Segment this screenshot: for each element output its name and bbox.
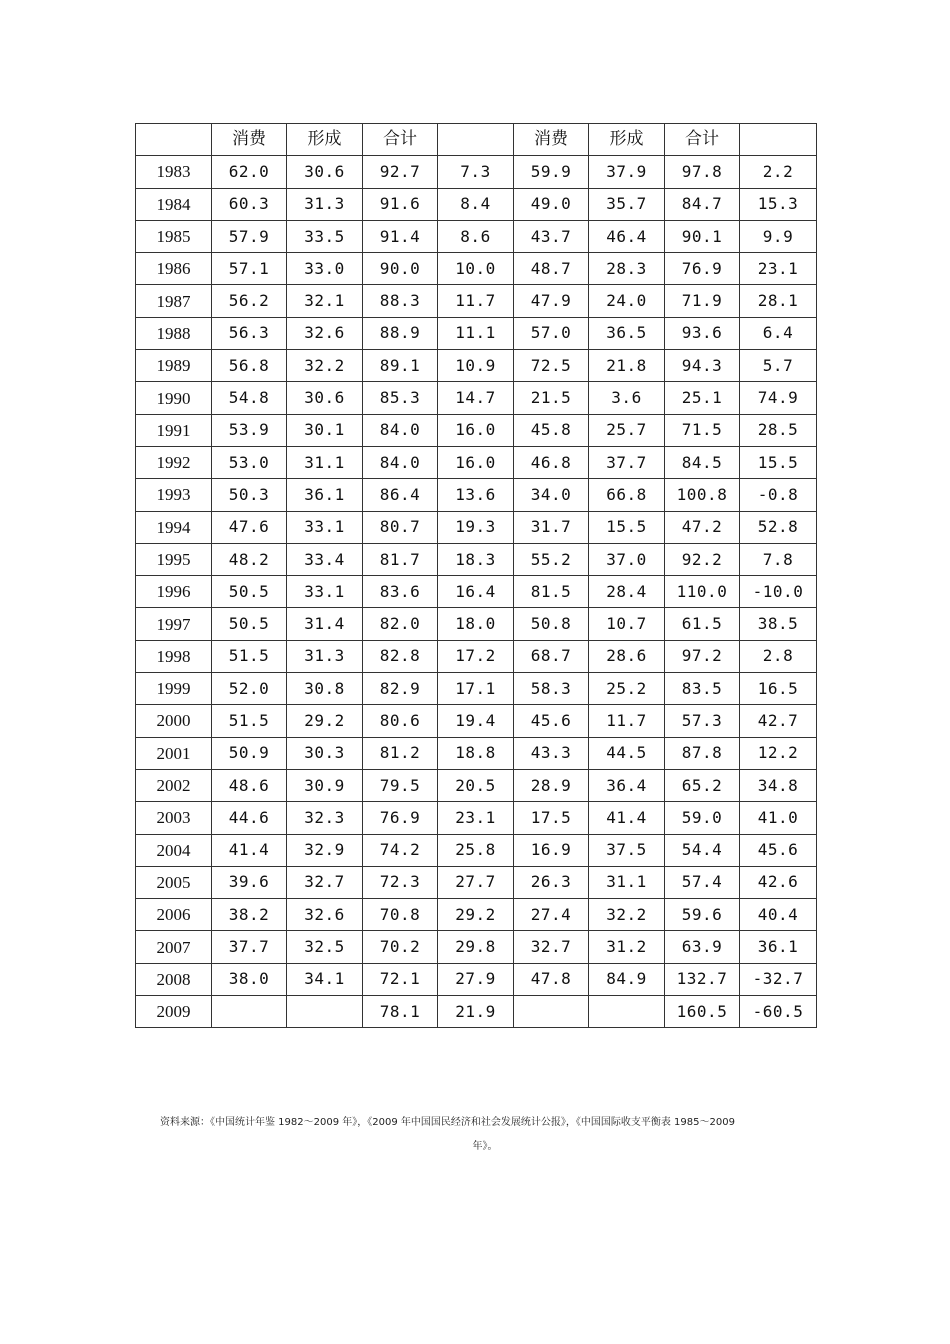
table-body	[136, 124, 817, 1028]
table-row	[136, 188, 817, 220]
value-cell: -60.5	[740, 996, 817, 1028]
value-cell: 42.6	[740, 866, 817, 898]
table-row	[136, 253, 817, 285]
value-cell: 87.8	[665, 737, 740, 769]
value-cell: 110.0	[665, 576, 740, 608]
value-cell: 2.2	[740, 156, 817, 188]
value-cell: 92.2	[665, 543, 740, 575]
value-cell: 62.0	[212, 156, 287, 188]
value-cell: 18.8	[438, 737, 514, 769]
year-cell: 1988	[136, 317, 212, 349]
value-cell: 60.3	[212, 188, 287, 220]
value-cell: 29.2	[287, 705, 363, 737]
value-cell: 31.1	[589, 866, 665, 898]
value-cell: 100.8	[665, 479, 740, 511]
value-cell: 45.6	[514, 705, 589, 737]
year-cell: 1989	[136, 350, 212, 382]
value-cell: 11.1	[438, 317, 514, 349]
value-cell: 32.6	[287, 899, 363, 931]
value-cell: 18.3	[438, 543, 514, 575]
header-cell: 合计	[665, 124, 740, 156]
value-cell: 37.7	[212, 931, 287, 963]
value-cell: 76.9	[665, 253, 740, 285]
value-cell: 33.1	[287, 511, 363, 543]
year-cell: 1987	[136, 285, 212, 317]
value-cell: 36.1	[740, 931, 817, 963]
value-cell: 11.7	[438, 285, 514, 317]
value-cell: 5.7	[740, 350, 817, 382]
year-cell: 1995	[136, 543, 212, 575]
value-cell: 47.8	[514, 963, 589, 995]
value-cell: 81.5	[514, 576, 589, 608]
table-row	[136, 640, 817, 672]
value-cell: 82.9	[363, 673, 438, 705]
value-cell: 28.5	[740, 414, 817, 446]
value-cell: 70.8	[363, 899, 438, 931]
value-cell: 30.6	[287, 382, 363, 414]
value-cell: 33.1	[287, 576, 363, 608]
value-cell: 16.5	[740, 673, 817, 705]
value-cell: 30.6	[287, 156, 363, 188]
value-cell: 83.6	[363, 576, 438, 608]
year-cell: 1983	[136, 156, 212, 188]
value-cell: 91.4	[363, 220, 438, 252]
value-cell: 41.4	[212, 834, 287, 866]
value-cell: 63.9	[665, 931, 740, 963]
value-cell: 20.5	[438, 769, 514, 801]
year-cell: 1999	[136, 673, 212, 705]
value-cell: 32.6	[287, 317, 363, 349]
value-cell: 45.6	[740, 834, 817, 866]
value-cell: 55.2	[514, 543, 589, 575]
year-cell: 2006	[136, 899, 212, 931]
value-cell: 40.4	[740, 899, 817, 931]
value-cell: 47.6	[212, 511, 287, 543]
value-cell: 47.9	[514, 285, 589, 317]
value-cell: 52.8	[740, 511, 817, 543]
value-cell: 86.4	[363, 479, 438, 511]
value-cell: 17.2	[438, 640, 514, 672]
value-cell: 36.5	[589, 317, 665, 349]
value-cell: 59.6	[665, 899, 740, 931]
value-cell: 84.0	[363, 446, 438, 478]
value-cell: 11.7	[589, 705, 665, 737]
year-cell: 1985	[136, 220, 212, 252]
value-cell: 49.0	[514, 188, 589, 220]
value-cell: 83.5	[665, 673, 740, 705]
value-cell: 37.5	[589, 834, 665, 866]
value-cell: 54.4	[665, 834, 740, 866]
header-cell: 形成	[287, 124, 363, 156]
value-cell: 51.5	[212, 640, 287, 672]
value-cell: 28.6	[589, 640, 665, 672]
value-cell: 50.5	[212, 576, 287, 608]
value-cell: 43.7	[514, 220, 589, 252]
value-cell: 81.2	[363, 737, 438, 769]
value-cell: 31.2	[589, 931, 665, 963]
value-cell: 31.3	[287, 188, 363, 220]
value-cell: 74.9	[740, 382, 817, 414]
value-cell: 15.3	[740, 188, 817, 220]
value-cell: 37.0	[589, 543, 665, 575]
table-row	[136, 350, 817, 382]
value-cell: 91.6	[363, 188, 438, 220]
header-cell: 消费	[212, 124, 287, 156]
value-cell: 37.7	[589, 446, 665, 478]
value-cell: 50.5	[212, 608, 287, 640]
value-cell: 38.5	[740, 608, 817, 640]
value-cell: 70.2	[363, 931, 438, 963]
value-cell: 16.0	[438, 414, 514, 446]
value-cell: 29.2	[438, 899, 514, 931]
value-cell: 34.8	[740, 769, 817, 801]
value-cell: 48.7	[514, 253, 589, 285]
year-cell: 2005	[136, 866, 212, 898]
value-cell: 33.0	[287, 253, 363, 285]
value-cell: 25.7	[589, 414, 665, 446]
value-cell: 47.2	[665, 511, 740, 543]
value-cell: 27.7	[438, 866, 514, 898]
value-cell: 72.3	[363, 866, 438, 898]
value-cell: 31.1	[287, 446, 363, 478]
value-cell: 10.9	[438, 350, 514, 382]
table-row	[136, 608, 817, 640]
value-cell: 94.3	[665, 350, 740, 382]
value-cell: 34.0	[514, 479, 589, 511]
value-cell: 80.7	[363, 511, 438, 543]
value-cell: 50.9	[212, 737, 287, 769]
value-cell: 31.7	[514, 511, 589, 543]
value-cell: 19.4	[438, 705, 514, 737]
year-cell: 2003	[136, 802, 212, 834]
value-cell: 15.5	[740, 446, 817, 478]
value-cell: 58.3	[514, 673, 589, 705]
value-cell: 41.0	[740, 802, 817, 834]
value-cell: 97.8	[665, 156, 740, 188]
value-cell: 68.7	[514, 640, 589, 672]
table-row	[136, 446, 817, 478]
value-cell: 90.0	[363, 253, 438, 285]
value-cell: 32.1	[287, 285, 363, 317]
year-cell: 1984	[136, 188, 212, 220]
value-cell: 71.9	[665, 285, 740, 317]
value-cell: 37.9	[589, 156, 665, 188]
value-cell: 56.3	[212, 317, 287, 349]
value-cell: 53.0	[212, 446, 287, 478]
table-row	[136, 866, 817, 898]
value-cell: 12.2	[740, 737, 817, 769]
table-row	[136, 156, 817, 188]
table-row	[136, 382, 817, 414]
value-cell: 82.0	[363, 608, 438, 640]
table-row	[136, 996, 817, 1028]
value-cell: -32.7	[740, 963, 817, 995]
header-cell: 合计	[363, 124, 438, 156]
value-cell: 56.2	[212, 285, 287, 317]
value-cell: 6.4	[740, 317, 817, 349]
source-note	[160, 1111, 810, 1159]
value-cell: 13.6	[438, 479, 514, 511]
value-cell: 71.5	[665, 414, 740, 446]
year-cell: 1993	[136, 479, 212, 511]
header-cell	[740, 124, 817, 156]
value-cell: 28.3	[589, 253, 665, 285]
value-cell: 14.7	[438, 382, 514, 414]
value-cell: 160.5	[665, 996, 740, 1028]
value-cell: 36.1	[287, 479, 363, 511]
value-cell: 16.9	[514, 834, 589, 866]
value-cell: 43.3	[514, 737, 589, 769]
data-table	[135, 123, 817, 1028]
value-cell: 25.8	[438, 834, 514, 866]
value-cell: 28.1	[740, 285, 817, 317]
value-cell: 51.5	[212, 705, 287, 737]
value-cell: 45.8	[514, 414, 589, 446]
value-cell: 44.6	[212, 802, 287, 834]
value-cell: 32.3	[287, 802, 363, 834]
year-cell: 1991	[136, 414, 212, 446]
value-cell: 38.2	[212, 899, 287, 931]
value-cell: 3.6	[589, 382, 665, 414]
value-cell: 27.9	[438, 963, 514, 995]
header-row	[136, 124, 817, 156]
value-cell: 36.4	[589, 769, 665, 801]
value-cell: 56.8	[212, 350, 287, 382]
year-cell: 2008	[136, 963, 212, 995]
value-cell: -10.0	[740, 576, 817, 608]
header-cell: 消费	[514, 124, 589, 156]
value-cell: 28.9	[514, 769, 589, 801]
value-cell: 54.8	[212, 382, 287, 414]
year-cell: 1986	[136, 253, 212, 285]
value-cell: 19.3	[438, 511, 514, 543]
value-cell: 17.5	[514, 802, 589, 834]
value-cell: 31.4	[287, 608, 363, 640]
value-cell: 32.2	[287, 350, 363, 382]
source-note-line1: 资料来源：《中国统计年鉴 1982～2009 年》，《2009 年中国国民经济和社会发展统计公报》，《中国国际收支平衡表 1985～2009	[160, 1117, 735, 1128]
year-cell: 2001	[136, 737, 212, 769]
value-cell: 21.8	[589, 350, 665, 382]
year-cell: 1997	[136, 608, 212, 640]
value-cell: 57.9	[212, 220, 287, 252]
value-cell: 9.9	[740, 220, 817, 252]
value-cell: 57.3	[665, 705, 740, 737]
value-cell: 84.9	[589, 963, 665, 995]
value-cell: 92.7	[363, 156, 438, 188]
value-cell: 30.8	[287, 673, 363, 705]
table-row	[136, 414, 817, 446]
value-cell: 16.0	[438, 446, 514, 478]
value-cell: 17.1	[438, 673, 514, 705]
year-cell: 2004	[136, 834, 212, 866]
value-cell: 48.2	[212, 543, 287, 575]
value-cell: 26.3	[514, 866, 589, 898]
table-row	[136, 317, 817, 349]
value-cell: 85.3	[363, 382, 438, 414]
value-cell: 61.5	[665, 608, 740, 640]
value-cell: 57.1	[212, 253, 287, 285]
year-cell: 2002	[136, 769, 212, 801]
value-cell: 32.7	[514, 931, 589, 963]
value-cell: 30.3	[287, 737, 363, 769]
value-cell: 82.8	[363, 640, 438, 672]
value-cell: 25.1	[665, 382, 740, 414]
table-row	[136, 963, 817, 995]
header-cell	[438, 124, 514, 156]
value-cell: 84.7	[665, 188, 740, 220]
value-cell: 42.7	[740, 705, 817, 737]
value-cell: 28.4	[589, 576, 665, 608]
value-cell: 80.6	[363, 705, 438, 737]
value-cell: 97.2	[665, 640, 740, 672]
year-cell: 2009	[136, 996, 212, 1028]
value-cell: 23.1	[740, 253, 817, 285]
value-cell: 88.3	[363, 285, 438, 317]
table-row	[136, 769, 817, 801]
value-cell: 32.7	[287, 866, 363, 898]
table-row	[136, 511, 817, 543]
value-cell: 21.9	[438, 996, 514, 1028]
value-cell: 10.0	[438, 253, 514, 285]
value-cell: 25.2	[589, 673, 665, 705]
value-cell: 35.7	[589, 188, 665, 220]
value-cell: 8.4	[438, 188, 514, 220]
value-cell: 33.4	[287, 543, 363, 575]
year-cell: 1992	[136, 446, 212, 478]
table-row	[136, 737, 817, 769]
value-cell: 78.1	[363, 996, 438, 1028]
table-row	[136, 576, 817, 608]
value-cell: 88.9	[363, 317, 438, 349]
value-cell: 53.9	[212, 414, 287, 446]
table-row	[136, 931, 817, 963]
value-cell: 59.9	[514, 156, 589, 188]
value-cell: 48.6	[212, 769, 287, 801]
value-cell: 76.9	[363, 802, 438, 834]
value-cell: 8.6	[438, 220, 514, 252]
value-cell: 90.1	[665, 220, 740, 252]
value-cell: 50.8	[514, 608, 589, 640]
value-cell: 32.2	[589, 899, 665, 931]
value-cell: 2.8	[740, 640, 817, 672]
value-cell: 23.1	[438, 802, 514, 834]
value-cell: 57.4	[665, 866, 740, 898]
value-cell: 89.1	[363, 350, 438, 382]
value-cell: 7.3	[438, 156, 514, 188]
value-cell: 72.1	[363, 963, 438, 995]
value-cell	[287, 996, 363, 1028]
value-cell: 31.3	[287, 640, 363, 672]
table-row	[136, 285, 817, 317]
value-cell: 132.7	[665, 963, 740, 995]
value-cell: 24.0	[589, 285, 665, 317]
table-row	[136, 802, 817, 834]
value-cell: 81.7	[363, 543, 438, 575]
table-row	[136, 834, 817, 866]
value-cell: 84.0	[363, 414, 438, 446]
value-cell: 74.2	[363, 834, 438, 866]
value-cell: 59.0	[665, 802, 740, 834]
year-cell: 2007	[136, 931, 212, 963]
header-cell	[136, 124, 212, 156]
value-cell: 39.6	[212, 866, 287, 898]
year-cell: 2000	[136, 705, 212, 737]
value-cell: 18.0	[438, 608, 514, 640]
value-cell: 57.0	[514, 317, 589, 349]
value-cell: 46.4	[589, 220, 665, 252]
value-cell: 34.1	[287, 963, 363, 995]
value-cell: 27.4	[514, 899, 589, 931]
year-cell: 1990	[136, 382, 212, 414]
value-cell: 15.5	[589, 511, 665, 543]
value-cell: 30.1	[287, 414, 363, 446]
value-cell: 32.9	[287, 834, 363, 866]
value-cell: 66.8	[589, 479, 665, 511]
value-cell: 79.5	[363, 769, 438, 801]
value-cell: -0.8	[740, 479, 817, 511]
value-cell: 16.4	[438, 576, 514, 608]
value-cell: 41.4	[589, 802, 665, 834]
value-cell: 93.6	[665, 317, 740, 349]
table-row	[136, 899, 817, 931]
year-cell: 1994	[136, 511, 212, 543]
value-cell	[589, 996, 665, 1028]
value-cell: 29.8	[438, 931, 514, 963]
value-cell: 32.5	[287, 931, 363, 963]
value-cell: 72.5	[514, 350, 589, 382]
value-cell: 33.5	[287, 220, 363, 252]
value-cell: 50.3	[212, 479, 287, 511]
value-cell: 38.0	[212, 963, 287, 995]
value-cell: 7.8	[740, 543, 817, 575]
source-note-line2: 年》。	[472, 1141, 498, 1152]
value-cell	[212, 996, 287, 1028]
header-cell: 形成	[589, 124, 665, 156]
table-row	[136, 705, 817, 737]
value-cell: 30.9	[287, 769, 363, 801]
value-cell: 44.5	[589, 737, 665, 769]
value-cell: 52.0	[212, 673, 287, 705]
year-cell: 1998	[136, 640, 212, 672]
value-cell: 84.5	[665, 446, 740, 478]
table-row	[136, 220, 817, 252]
value-cell: 10.7	[589, 608, 665, 640]
value-cell: 65.2	[665, 769, 740, 801]
table-row	[136, 543, 817, 575]
year-cell: 1996	[136, 576, 212, 608]
value-cell: 21.5	[514, 382, 589, 414]
table-row	[136, 479, 817, 511]
value-cell	[514, 996, 589, 1028]
table-row	[136, 673, 817, 705]
value-cell: 46.8	[514, 446, 589, 478]
